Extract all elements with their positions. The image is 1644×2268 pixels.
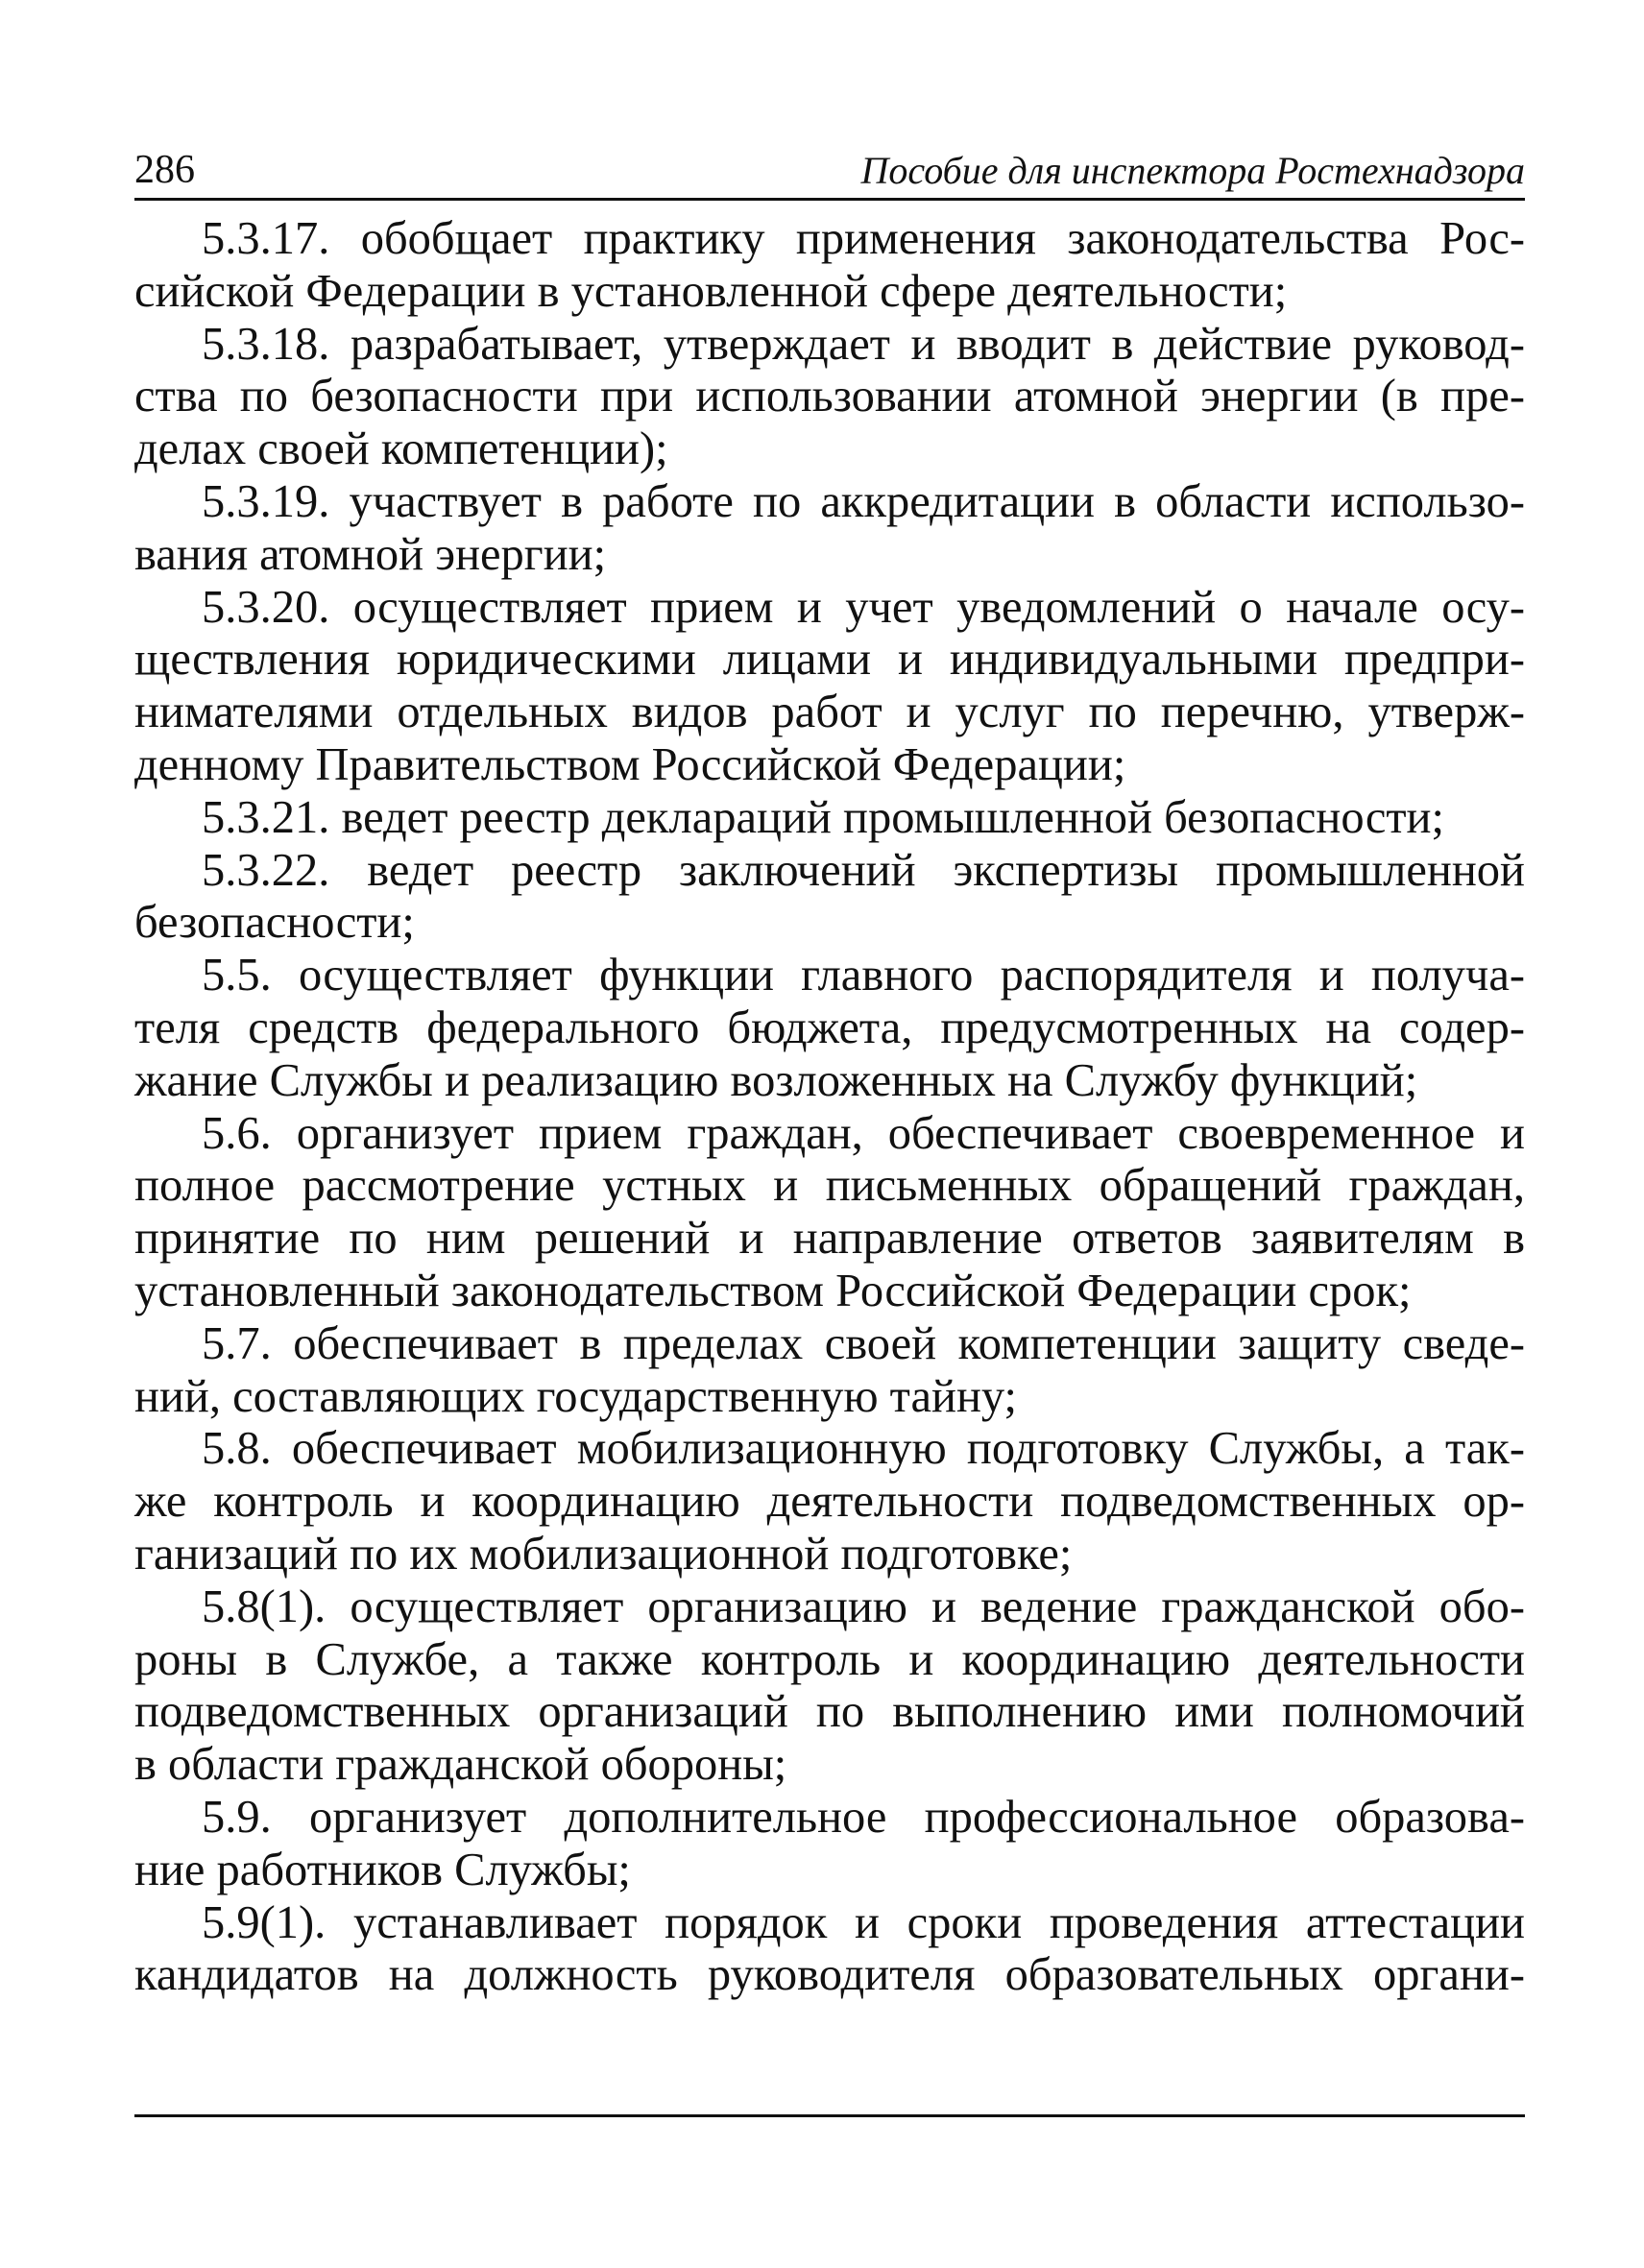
text-line: подведомственных организаций по выполнению ими полномочий — [134, 1686, 1525, 1738]
text-line: 5.7. обеспечивает в пределах своей компетенции защиту сведе- — [202, 1317, 1525, 1369]
text-line: жание Службы и реализацию возложенных на Службу функций; — [134, 1054, 1418, 1106]
text-line: 5.9. организует дополнительное профессиональное образова- — [202, 1791, 1525, 1843]
text-line: делах своей компетенции); — [134, 423, 668, 475]
list-item — [134, 792, 1525, 845]
page-number: 286 — [134, 148, 195, 192]
running-title: Пособие для инспектора Ростехнадзора — [860, 149, 1525, 192]
list-item — [134, 1581, 1525, 1792]
text-line: 5.8. обеспечивает мобилизационную подготовку Службы, а так- — [202, 1423, 1525, 1475]
text-line: денному Правительством Российской Федерации; — [134, 738, 1126, 790]
list-item — [134, 950, 1525, 1107]
text-line: принятие по ним решений и направление ответов заявителям в — [134, 1213, 1525, 1265]
text-line: безопасности; — [134, 897, 415, 949]
list-item — [134, 319, 1525, 476]
text-line: же контроль и координацию деятельности подведомственных ор- — [134, 1476, 1525, 1528]
list-item — [134, 582, 1525, 792]
text-line: 5.3.18. разрабатывает, утверждает и вводит в действие руковод- — [202, 318, 1525, 370]
text-line: 5.3.17. обобщает практику применения законодательства Рос- — [202, 213, 1525, 264]
list-item — [134, 213, 1525, 319]
list-item — [134, 1423, 1525, 1580]
text-line: 5.6. организует прием граждан, обеспечивает своевременное и — [202, 1107, 1525, 1159]
footer-rule — [134, 2114, 1525, 2117]
text-line: 5.3.20. осуществляет прием и учет уведомлений о начале осу- — [202, 581, 1525, 633]
list-item — [134, 1792, 1525, 1897]
text-line: полное рассмотрение устных и письменных обращений граждан, — [134, 1160, 1525, 1212]
body-text — [134, 213, 1525, 2002]
text-line: ганизаций по их мобилизационной подготовке; — [134, 1528, 1073, 1580]
text-line: сийской Федерации в установленной сфере деятельности; — [134, 265, 1288, 317]
text-line: роны в Службе, а также контроль и координацию деятельности — [134, 1633, 1525, 1685]
text-line: 5.3.21. ведет реестр деклараций промышленной безопасности; — [202, 791, 1444, 843]
text-line: в области гражданской обороны; — [134, 1739, 787, 1791]
text-line: теля средств федерального бюджета, предусмотренных на содер- — [134, 1001, 1525, 1053]
text-line: ний, составляющих государственную тайну; — [134, 1370, 1017, 1422]
text-line: 5.3.19. участвует в работе по аккредитации в области использо- — [202, 475, 1525, 527]
text-line: нимателями отдельных видов работ и услуг по перечню, утверж- — [134, 687, 1525, 738]
list-item — [134, 1318, 1525, 1424]
list-item — [134, 1108, 1525, 1318]
text-line: 5.3.22. ведет реестр заключений экспертизы промышленной — [202, 844, 1525, 896]
text-line: 5.5. осуществляет функции главного распорядителя и получа- — [202, 950, 1525, 1001]
text-line: ства по безопасности при использовании атомной энергии (в пре- — [134, 371, 1525, 422]
text-line: 5.8(1). осуществляет организацию и ведение гражданской обо- — [202, 1580, 1525, 1632]
text-line: кандидатов на должность руководителя образовательных органи- — [134, 1949, 1525, 2001]
text-line: 5.9(1). устанавливает порядок и сроки проведения аттестации — [202, 1896, 1525, 1948]
text-line: установленный законодательством Российской Федерации срок; — [134, 1265, 1412, 1316]
text-line: ние работников Службы; — [134, 1844, 631, 1895]
list-item — [134, 1897, 1525, 2003]
text-line: ществления юридическими лицами и индивидуальными предпри- — [134, 634, 1525, 686]
text-line: вания атомной энергии; — [134, 528, 607, 580]
list-item — [134, 476, 1525, 582]
page-header — [134, 144, 1525, 201]
list-item — [134, 845, 1525, 951]
